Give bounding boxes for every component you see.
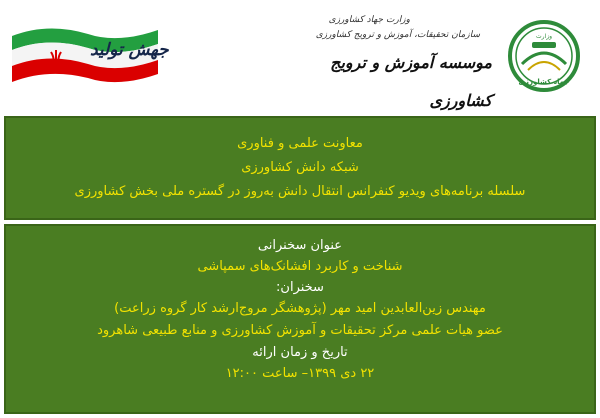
header-banner	[0, 0, 600, 112]
slogan-text: جهش تولید	[90, 40, 169, 60]
svg-text:وزارت: وزارت	[535, 33, 553, 40]
institute-title: موسسه آموزش و ترویج کشاورزی	[330, 53, 492, 110]
network-title: شبکه دانش کشاورزی	[241, 160, 359, 175]
series-title: سلسله برنامه‌های ویدیو کنفرانس انتقال دانش به‌روز در گستره ملی بخش کشاورزی	[74, 184, 526, 199]
jahad-keshavarzi-logo	[502, 12, 586, 98]
lecture-topic: شناخت و کاربرد افشانک‌های سمپاشی	[197, 259, 403, 274]
ministry-text-block	[270, 14, 500, 110]
lecture-details-panel	[4, 224, 596, 414]
ministry-line2: سازمان تحقیقات، آموزش و ترویج کشاورزی	[315, 30, 480, 40]
lecture-datetime: ۲۲ دی ۱۳۹۹– ساعت ۱۲:۰۰	[225, 366, 375, 381]
speaker-label: سخنران:	[276, 280, 324, 295]
topic-label: عنوان سخنرانی	[257, 238, 343, 253]
datetime-label: تاریخ و زمان ارائه	[252, 345, 348, 360]
ministry-line1: وزارت جهاد کشاورزی	[328, 15, 410, 25]
program-info-panel	[4, 116, 596, 220]
speaker-affiliation: عضو هیات علمی مرکز تحقیقات و آموزش کشاورزی و منابع طبیعی شاهرود	[97, 323, 503, 338]
logo-text: جهاد کشاورزی	[518, 78, 570, 86]
speaker-name: مهندس زین‌العابدین امید مهر (پژوهشگر مروج‌ارشد کار گروه زراعت)	[114, 301, 486, 316]
deputy-title: معاونت علمی و فناوری	[237, 136, 363, 151]
